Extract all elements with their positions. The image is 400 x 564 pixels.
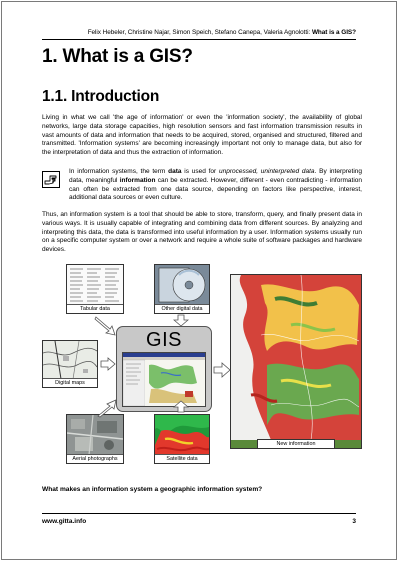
gis-center-box <box>116 326 212 412</box>
satellite-image <box>155 415 209 455</box>
gis-software-screen <box>122 352 206 407</box>
arrow-gis-to-new-information <box>213 362 231 378</box>
footer-page-number: 3 <box>352 518 356 525</box>
footer-rule <box>42 513 356 514</box>
term-information: information <box>119 176 156 184</box>
chapter-title: 1. What is a GIS? <box>42 46 193 67</box>
satellite-data-label: Satellite data <box>155 454 209 463</box>
system-paragraph: Thus, an information system is a tool that should be able to store, transform, query, and finally present data in various ways. It is usually capable of integrating and combining data from different sources. By analyzing and interpreting this data, the data is transformed into useful information by a user. Information systems usually run on a specific computer system or over a network and require a whole suite of software packages and hardware devices. <box>42 211 362 254</box>
arrow-other-to-gis <box>173 314 189 327</box>
intro-paragraph: Living in what we call 'the age of information' or even the 'information society', the availability of global networks, large data storage capacities, high resolution sensors and fast information transmission results in vast amounts of data and information that needs to be acquired, stored, organised and structured, filtered and transmitted. 'Information systems' are becoming increasingly important not only to manage data, but also for the interpretation of data and thus the extraction of information. <box>42 114 362 157</box>
arrow-satellite-to-gis <box>173 400 189 413</box>
definition-note <box>42 168 362 212</box>
footer-url: www.gitta.info <box>42 518 87 525</box>
hand-pointing-icon <box>42 171 60 188</box>
section-title: 1.1. Introduction <box>42 88 160 105</box>
new-information-map-image <box>231 275 361 440</box>
digital-maps-tile <box>42 340 98 388</box>
digital-maps-label: Digital maps <box>43 378 97 387</box>
arrow-aerial-to-gis <box>96 398 118 418</box>
section-question: What makes an information system a geographic information system? <box>42 486 263 493</box>
arrow-maps-to-gis <box>100 357 116 371</box>
cd-rom-image <box>155 265 209 305</box>
running-header <box>42 29 356 36</box>
aerial-photographs-label: Aerial photographs <box>67 454 123 463</box>
header-authors: Felix Hebeler, Christine Najar, Simon Speich, Stefano Canepa, Valeria Agnolotti: <box>87 29 311 36</box>
digital-map-image <box>43 341 97 379</box>
header-rule <box>42 39 356 40</box>
other-digital-data-label: Other digital data <box>155 304 209 313</box>
document-page <box>1 1 397 560</box>
tabular-data-image <box>67 265 123 305</box>
new-information-tile <box>230 274 362 449</box>
gis-diagram-figure <box>42 264 362 469</box>
aerial-photo-image <box>67 415 123 455</box>
term-unprocessed: unprocessed, uninterpreted data <box>219 168 315 175</box>
tabular-data-label: Tabular data <box>67 304 123 313</box>
note-text: In information systems, the term data is used for unprocessed, uninterpreted data. By interpreting data, meaningful information can be extracted. However, different - even contradicting - information can often be extracted from one data source, depending on factors like perspective, interest, additional data sources or even culture. <box>69 168 362 202</box>
new-information-label: New information <box>257 439 335 449</box>
arrow-tabular-to-gis <box>94 315 118 337</box>
header-doc-title: What is a GIS? <box>311 29 356 36</box>
other-digital-data-tile <box>154 264 210 314</box>
aerial-photographs-tile <box>66 414 124 464</box>
term-data: data <box>168 168 182 175</box>
gis-center-label: GIS <box>146 329 182 351</box>
satellite-data-tile <box>154 414 210 464</box>
tabular-data-tile <box>66 264 124 314</box>
